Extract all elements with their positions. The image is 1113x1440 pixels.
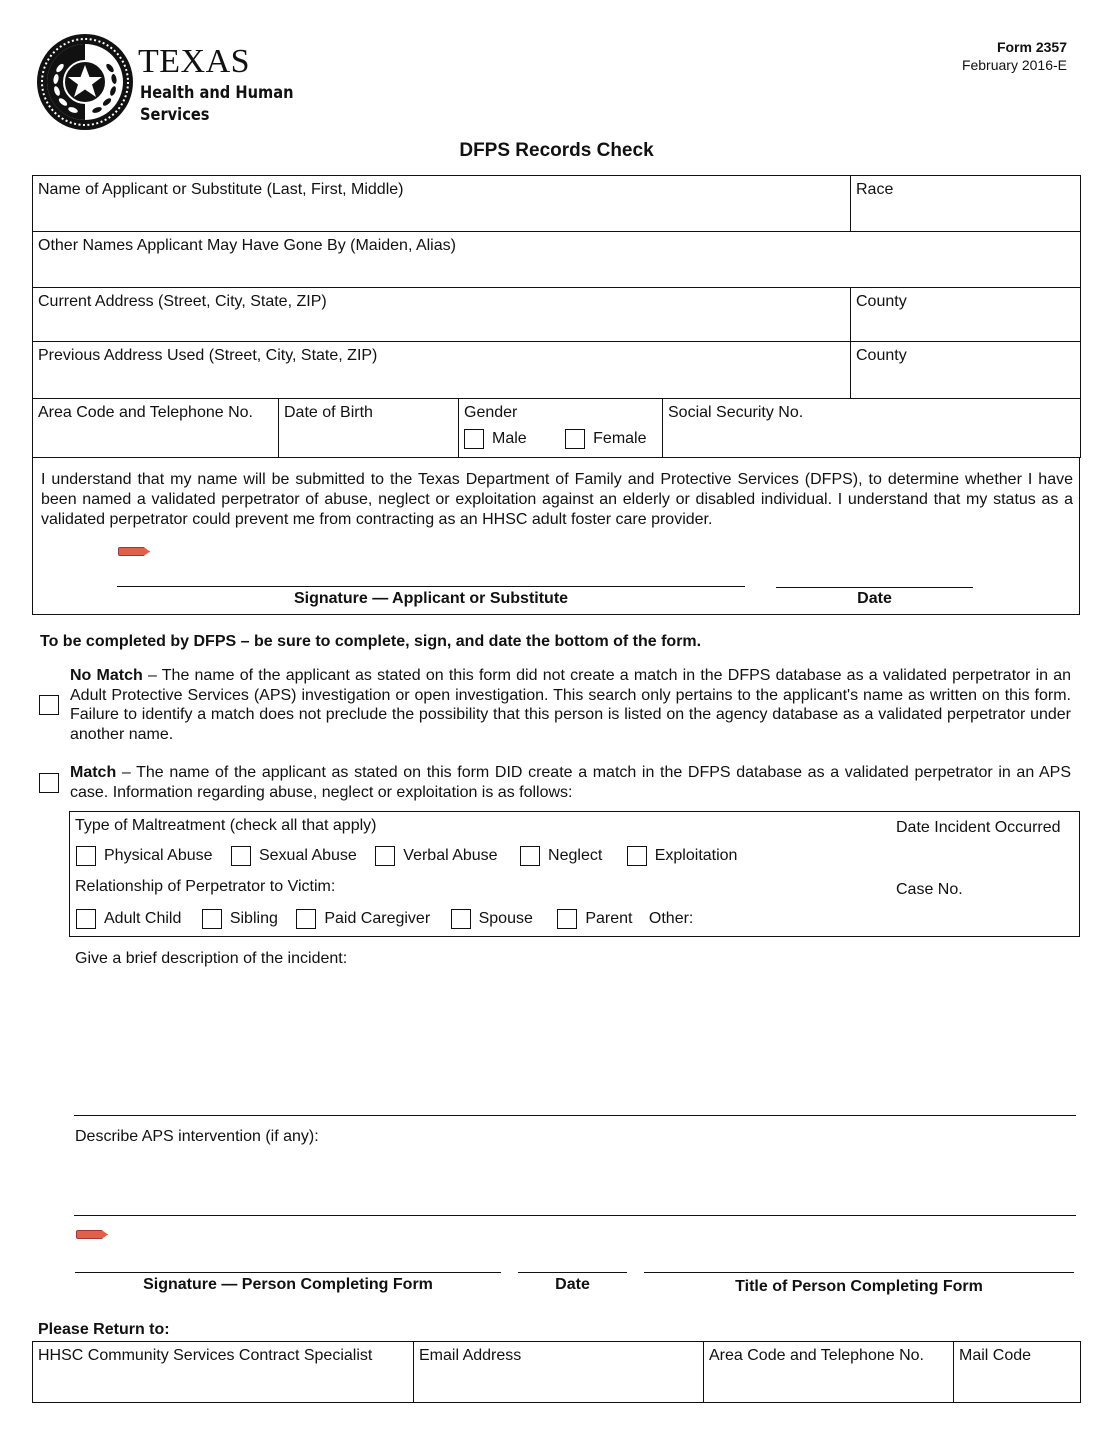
gender-female-checkbox[interactable] — [565, 429, 585, 449]
paid-caregiver-label: Paid Caregiver — [324, 910, 431, 927]
maltreatment-type-options — [76, 846, 751, 866]
aps-intervention-area[interactable] — [75, 1150, 1076, 1215]
exploitation-checkbox[interactable] — [627, 846, 647, 866]
contract-specialist-label: HHSC Community Services Contract Specialist — [38, 1347, 373, 1364]
exploitation-label: Exploitation — [654, 847, 738, 864]
completer-title-line[interactable] — [644, 1272, 1074, 1273]
contract-specialist-field[interactable] — [33, 1342, 414, 1403]
aps-intervention-bottom-rule — [74, 1215, 1076, 1216]
other-names-field[interactable] — [33, 232, 1080, 288]
current-address-field[interactable] — [33, 288, 851, 342]
no-match-description: – The name of the applicant as stated on this form did not create a match in the DFPS database as a validated perpetrator in an Adult Protective Services (APS) investigation or open investigation. This search only pertains to the applicant's name as written on this form. Failure to identify a match does not preclude the possibility that this person is listed on the agency database as a validated perpetrator under another name. — [70, 667, 1072, 743]
other-relationship-label: Other: — [648, 910, 694, 927]
verbal-abuse-label: Verbal Abuse — [403, 847, 498, 864]
form-identifier — [962, 38, 1067, 74]
ssn-field[interactable] — [663, 399, 1080, 458]
other-names-label: Other Names Applicant May Have Gone By (Maiden, Alias) — [38, 237, 456, 254]
no-match-option — [70, 666, 1071, 744]
neglect-checkbox[interactable] — [520, 846, 540, 866]
match-title: Match — [70, 764, 117, 781]
gender-field — [459, 399, 663, 458]
gender-male-label: Male — [492, 430, 527, 447]
dob-field[interactable] — [279, 399, 459, 458]
other-relationship-field[interactable] — [649, 910, 693, 927]
logo-subtitle-line2: Services — [140, 105, 210, 125]
email-address-field[interactable] — [414, 1342, 704, 1403]
previous-address-label: Previous Address Used (Street, City, State, ZIP) — [38, 347, 378, 364]
dfps-instructions-heading: To be completed by DFPS – be sure to complete, sign, and date the bottom of the form. — [40, 633, 702, 650]
race-label: Race — [856, 181, 894, 198]
current-address-label: Current Address (Street, City, State, ZIP) — [38, 293, 327, 310]
sign-here-flag-icon — [118, 547, 150, 556]
verbal-abuse-checkbox[interactable] — [375, 846, 395, 866]
maltreatment-details-box — [69, 811, 1080, 937]
return-to-heading: Please Return to: — [38, 1321, 170, 1338]
logo-title: TEXAS — [138, 43, 251, 80]
texas-star-seal-icon — [36, 33, 134, 131]
hhs-logo-seal — [36, 33, 134, 131]
dob-label: Date of Birth — [284, 404, 373, 421]
spouse-checkbox[interactable] — [451, 909, 471, 929]
neglect-label: Neglect — [548, 847, 603, 864]
no-match-title: No Match — [70, 667, 143, 684]
date-incident-field[interactable] — [896, 818, 1061, 838]
sign-here-flag-icon — [76, 1230, 108, 1239]
case-number-label: Case No. — [896, 881, 963, 898]
match-description: – The name of the applicant as stated on this form DID create a match in the DFPS database as a validated perpetrator in an APS case. Information regarding abuse, neglect or exploitation is as follows: — [70, 764, 1071, 801]
applicant-signature-label: Signature — Applicant or Substitute — [293, 590, 569, 607]
mail-code-label: Mail Code — [959, 1347, 1032, 1364]
physical-abuse-checkbox[interactable] — [76, 846, 96, 866]
completer-date-label: Date — [555, 1276, 590, 1293]
previous-address-field[interactable] — [33, 342, 851, 399]
applicant-info-table — [32, 175, 1081, 458]
sexual-abuse-label: Sexual Abuse — [258, 847, 357, 864]
race-field[interactable] — [851, 176, 1080, 232]
incident-description-bottom-rule — [74, 1115, 1076, 1116]
match-checkbox[interactable] — [39, 773, 59, 793]
parent-checkbox[interactable] — [557, 909, 577, 929]
previous-county-label: County — [856, 347, 907, 364]
applicant-date-label: Date — [857, 590, 892, 607]
previous-county-field[interactable] — [851, 342, 1080, 399]
parent-label: Parent — [585, 910, 633, 927]
telephone-label: Area Code and Telephone No. — [38, 404, 253, 421]
date-incident-label: Date Incident Occurred — [896, 819, 1061, 836]
gender-label: Gender — [464, 404, 518, 421]
completer-date-line[interactable] — [518, 1272, 627, 1273]
gender-male-checkbox[interactable] — [464, 429, 484, 449]
maltreatment-type-label: Type of Maltreatment (check all that apply) — [75, 817, 377, 834]
sibling-checkbox[interactable] — [202, 909, 222, 929]
paid-caregiver-checkbox[interactable] — [296, 909, 316, 929]
applicant-name-field[interactable] — [33, 176, 851, 232]
form-date: February 2016-E — [961, 57, 1067, 73]
relationship-options — [76, 909, 693, 929]
physical-abuse-label: Physical Abuse — [104, 847, 213, 864]
incident-description-label: Give a brief description of the incident: — [75, 950, 348, 967]
applicant-name-label: Name of Applicant or Substitute (Last, First, Middle) — [38, 181, 404, 198]
telephone-field[interactable] — [33, 399, 279, 458]
completer-title-label: Title of Person Completing Form — [735, 1278, 983, 1295]
adult-child-checkbox[interactable] — [76, 909, 96, 929]
applicant-signature-line[interactable] — [117, 586, 745, 587]
match-option — [70, 763, 1071, 802]
completer-signature-line[interactable] — [75, 1272, 501, 1273]
aps-intervention-label: Describe APS intervention (if any): — [75, 1128, 319, 1145]
consent-section — [32, 457, 1080, 615]
ssn-label: Social Security No. — [668, 404, 804, 421]
sibling-label: Sibling — [229, 910, 278, 927]
gender-female-label: Female — [593, 430, 647, 447]
form-number: Form 2357 — [996, 39, 1067, 55]
page-title: DFPS Records Check — [459, 140, 654, 161]
current-county-field[interactable] — [851, 288, 1080, 342]
no-match-checkbox[interactable] — [39, 695, 59, 715]
email-address-label: Email Address — [419, 1347, 522, 1364]
mail-code-field[interactable] — [954, 1342, 1080, 1403]
current-county-label: County — [856, 293, 907, 310]
return-to-table — [32, 1341, 1081, 1403]
adult-child-label: Adult Child — [104, 910, 182, 927]
applicant-date-line[interactable] — [776, 587, 973, 588]
relationship-label: Relationship of Perpetrator to Victim: — [75, 878, 336, 895]
logo-subtitle-line1: Health and Human — [140, 83, 294, 103]
incident-description-area[interactable] — [75, 972, 1076, 1115]
consent-statement: I understand that my name will be submitted to the Texas Department of Family and Protective Services (DFPS), to determine whether I have been named a validated perpetrator of abuse, neglect or exploitation against an elderly or disabled individual. I understand that my status as a validated perpetrator could prevent me from contracting as an HHSC adult foster care provider. — [41, 471, 1073, 528]
sexual-abuse-checkbox[interactable] — [231, 846, 251, 866]
completer-signature-label: Signature — Person Completing Form — [143, 1276, 433, 1293]
case-number-field[interactable] — [896, 880, 963, 900]
return-telephone-field[interactable] — [704, 1342, 954, 1403]
return-telephone-label: Area Code and Telephone No. — [709, 1347, 924, 1364]
logo-subtitle — [140, 82, 293, 126]
spouse-label: Spouse — [478, 910, 533, 927]
